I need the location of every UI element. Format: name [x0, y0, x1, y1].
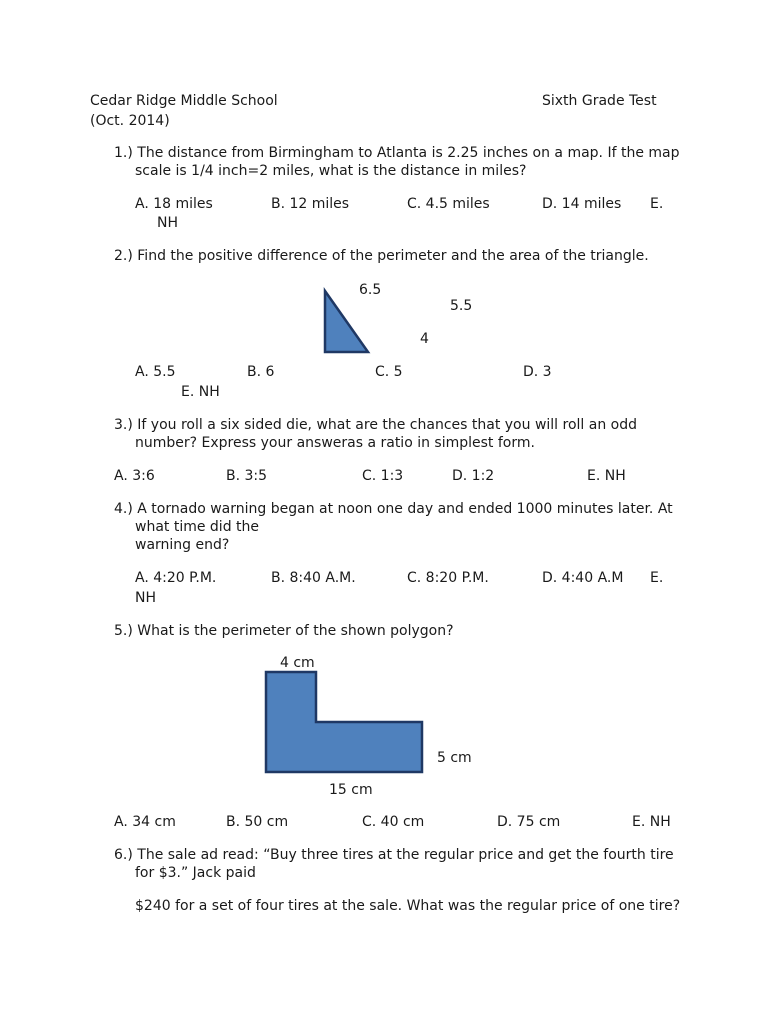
q2-choice-c: C. 5 [375, 364, 403, 380]
triangle-label-hypotenuse: 5.5 [450, 298, 473, 314]
q5-choice-b: B. 50 cm [226, 814, 289, 830]
q1-choice-e: E. [650, 196, 664, 212]
q1-choice-c: C. 4.5 miles [407, 196, 490, 212]
polygon-label-top: 4 cm [280, 655, 315, 671]
q1-choice-d: D. 14 miles [542, 196, 622, 212]
q1-choice-a: A. 18 miles [135, 196, 213, 212]
q5-choice-e: E. NH [632, 814, 671, 830]
q1-choice-b: B. 12 miles [271, 196, 350, 212]
question-6-text-cont: for $3.” Jack paid [135, 865, 256, 881]
q3-choice-c: C. 1:3 [362, 468, 404, 484]
l-shaped-polygon [266, 672, 422, 772]
q5-choice-c: C. 40 cm [362, 814, 425, 830]
q4-choice-a: A. 4:20 P.M. [135, 570, 217, 586]
polygon-label-right: 5 cm [437, 750, 472, 766]
question-4-text-cont2: warning end? [135, 537, 230, 553]
q4-choice-b: B. 8:40 A.M. [271, 570, 356, 586]
question-6-text: 6.) The sale ad read: “Buy three tires at the regular price and get the fourth tire [114, 847, 674, 863]
q5-choice-d: D. 75 cm [497, 814, 561, 830]
l-shape-figure [260, 666, 428, 778]
q3-choice-b: B. 3:5 [226, 468, 268, 484]
q3-choice-a: A. 3:6 [114, 468, 155, 484]
q4-choice-c: C. 8:20 P.M. [407, 570, 489, 586]
polygon-label-bottom: 15 cm [329, 782, 373, 798]
q3-choice-e: E. NH [587, 468, 626, 484]
triangle-label-side: 4 [420, 331, 429, 347]
question-4-text: 4.) A tornado warning began at noon one day and ended 1000 minutes later. At [114, 501, 673, 517]
q4-choice-d: D. 4:40 A.M [542, 570, 624, 586]
question-2-text: 2.) Find the positive difference of the perimeter and the area of the triangle. [114, 248, 649, 264]
question-5-text: 5.) What is the perimeter of the shown polygon? [114, 623, 454, 639]
question-1-text-cont: scale is 1/4 inch=2 miles, what is the distance in miles? [135, 163, 527, 179]
school-name: Cedar Ridge Middle School [90, 93, 278, 109]
question-3-text-cont: number? Express your answeras a ratio in simplest form. [135, 435, 535, 451]
q3-choice-d: D. 1:2 [452, 468, 495, 484]
test-title: Sixth Grade Test [542, 93, 657, 109]
q2-choice-a: A. 5.5 [135, 364, 176, 380]
question-6-text-cont2: $240 for a set of four tires at the sale. What was the regular price of one tire? [135, 898, 681, 914]
triangle-label-top: 6.5 [359, 282, 382, 298]
question-4-text-cont: what time did the [135, 519, 260, 535]
q2-choice-e: E. NH [181, 384, 220, 400]
question-1-text: 1.) The distance from Birmingham to Atlanta is 2.25 inches on a map. If the map [114, 145, 680, 161]
q4-choice-e: E. [650, 570, 664, 586]
q2-choice-b: B. 6 [247, 364, 275, 380]
q4-choice-e-cont: NH [135, 590, 156, 606]
q2-choice-d: D. 3 [523, 364, 552, 380]
q1-choice-e-cont: NH [157, 215, 178, 231]
question-3-text: 3.) If you roll a six sided die, what are the chances that you will roll an odd [114, 417, 637, 433]
test-date: (Oct. 2014) [90, 113, 170, 129]
right-triangle [325, 291, 368, 352]
q5-choice-a: A. 34 cm [114, 814, 176, 830]
